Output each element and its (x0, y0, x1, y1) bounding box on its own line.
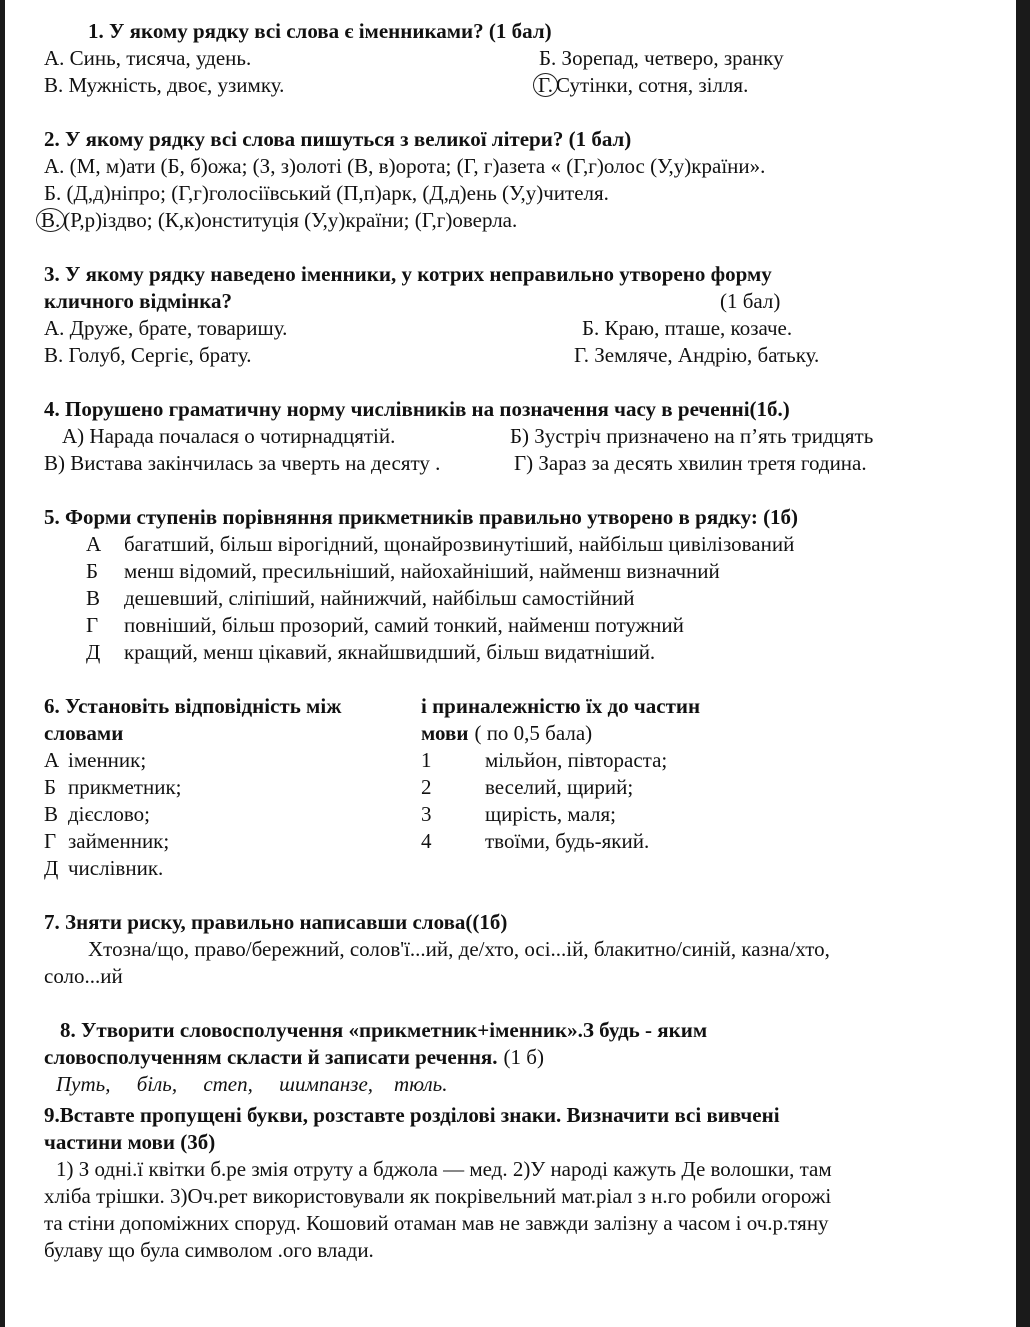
match-right-item (421, 747, 976, 774)
match-letter: В (44, 802, 59, 826)
question-5-option (44, 531, 976, 558)
question-2-option-c-text: (Р,р)іздво; (К,к)онституція (У,у)країни; (Г,г)оверла. (63, 208, 518, 232)
match-number: 4 (421, 829, 432, 853)
option-letter: В (86, 586, 101, 610)
question-1-option-d (539, 72, 976, 99)
question-4-option-c: В) Вистава закінчилась за чверть на десяту . (44, 451, 441, 475)
question-3-title-line1: 3. У якому рядку наведено іменники, у котрих неправильно утворено форму (44, 262, 772, 286)
match-right-item (421, 801, 976, 828)
question-5-option (44, 612, 976, 639)
option-text: повніший, більш прозорий, самий тонкий, найменш потужний (124, 613, 684, 637)
question-5-title: 5. Форми ступенів порівняння прикметників правильно утворено в рядку: (1б) (44, 505, 799, 529)
option-letter: А (86, 532, 102, 556)
question-3 (44, 261, 976, 369)
question-2-option-c (41, 207, 976, 234)
right-shadow-edge (1016, 0, 1030, 1327)
question-2 (41, 126, 976, 234)
question-3-option-c: В. Голуб, Сергіє, брату. (44, 343, 252, 367)
match-text: прикметник; (68, 775, 182, 799)
option-text: кращий, менш цікавий, якнайшвидший, більш видатніший. (124, 640, 656, 664)
question-3-option-a: А. Друже, брате, товаришу. (44, 316, 288, 340)
question-1-option-b: Б. Зорепад, четверо, зранку (539, 46, 784, 70)
question-5 (44, 504, 976, 666)
match-text: щирість, маля; (485, 802, 616, 826)
question-6-title-left-line1: 6. Установіть відповідність між (44, 694, 342, 718)
option-text: менш відомий, пресильніший, найохайніший, найменш визначний (124, 559, 720, 583)
option-letter: Д (86, 640, 101, 664)
match-text: числівник. (68, 856, 164, 880)
left-shadow-edge (0, 0, 5, 1327)
question-9-text-line2: хліба трішки. 3)Оч.рет використовували як покрівельний мат.ріал з н.го робили огорожі (44, 1184, 832, 1208)
match-number: 1 (421, 748, 432, 772)
question-4-title: 4. Порушено граматичну норму числівників на позначення часу в реченні(1б.) (44, 397, 790, 421)
match-letter: Б (44, 775, 57, 799)
match-text: веселий, щирий; (485, 775, 634, 799)
option-text: дешевший, сліпіший, найнижчий, найбільш самостійний (124, 586, 635, 610)
question-9 (44, 1102, 976, 1264)
question-3-option-b: Б. Краю, пташе, козаче. (582, 316, 793, 340)
question-4-option-a: А) Нарада почалася о чотирнадцятій. (62, 424, 396, 448)
question-8-title-line2: словосполученням скласти й записати речення. (44, 1045, 498, 1069)
match-text: дієслово; (68, 802, 150, 826)
question-5-option (44, 639, 976, 666)
match-letter: Д (44, 856, 59, 880)
question-4-option-b: Б) Зустріч призначено на п’ять тридцять (510, 424, 874, 448)
question-9-title-line2: частини мови (3б) (44, 1130, 216, 1154)
question-2-option-b: Б. (Д,д)ніпро; (Г,г)голосіївський (П,п)арк, (Д,д)ень (У,у)чителя. (44, 181, 609, 205)
answer-circle-mark: Г. (533, 73, 558, 97)
question-9-title-line1: 9.Вставте пропущені букви, розставте розділові знаки. Визначити всі вивчені (44, 1103, 780, 1127)
option-text: багатший, більш вірогідний, щонайрозвинутіший, найбільш цивілізований (124, 532, 795, 556)
question-4 (44, 396, 976, 477)
question-6-title-right-line2: мови (421, 721, 469, 745)
question-6 (44, 693, 976, 882)
match-left-item (44, 774, 421, 801)
question-8 (44, 1017, 976, 1098)
question-7 (44, 909, 976, 990)
question-1-title: 1. У якому рядку всі слова є іменниками? (1 бал) (88, 19, 552, 43)
match-number: 3 (421, 802, 432, 826)
question-9-text-line1: 1) З одні.ї квітки б.ре змія отруту а бджола — мед. 2)У народі кажуть Де волошки, там (56, 1157, 832, 1181)
question-9-text-line4: булаву що була символом .ого влади. (44, 1238, 374, 1262)
match-left-item (44, 747, 421, 774)
question-6-points: ( по 0,5 бала) (474, 721, 593, 745)
answer-circle-mark: В. (36, 208, 65, 232)
question-9-text-line3: та стіни допоміжних споруд. Кошовий отаман мав не завжди залізну а часом і оч.р.тяну (44, 1211, 829, 1235)
question-8-points: (1 б) (503, 1045, 544, 1069)
question-3-option-d: Г. Земляче, Андрію, батьку. (574, 343, 820, 367)
match-right-item (421, 774, 976, 801)
question-8-words: Путь, біль, степ, шимпанзе, тюль. (56, 1072, 448, 1096)
match-left-item (44, 855, 421, 882)
question-1-option-a: А. Синь, тисяча, удень. (44, 46, 252, 70)
match-text: іменник; (68, 748, 147, 772)
question-7-words-line2: соло...ий (44, 964, 123, 988)
question-5-option (44, 585, 976, 612)
question-3-points: (1 бал) (720, 289, 781, 313)
question-2-title: 2. У якому рядку всі слова пишуться з великої літери? (1 бал) (44, 127, 632, 151)
question-6-title-right-line1: і приналежністю їх до частин (421, 694, 701, 718)
question-6-right-column (421, 693, 976, 882)
question-1-option-d-text: Сутінки, сотня, зілля. (556, 73, 749, 97)
worksheet-page (41, 18, 976, 1264)
question-3-title-line2: кличного відмінка? (44, 289, 233, 313)
option-letter: Б (86, 559, 99, 583)
question-5-option (44, 558, 976, 585)
match-number: 2 (421, 775, 432, 799)
question-4-option-d: Г) Зараз за десять хвилин третя година. (514, 451, 867, 475)
question-7-title: 7. Зняти риску, правильно написавши слова((1б) (44, 910, 508, 934)
question-6-left-column (44, 693, 421, 882)
match-right-item (421, 828, 976, 855)
question-7-words-line1: Хтозна/що, право/бережний, солов'ї...ий, де/хто, осі...ій, блакитно/синій, казна/хто, (88, 937, 830, 961)
question-6-title-left-line2: словами (44, 721, 124, 745)
match-text: твоїми, будь-який. (485, 829, 650, 853)
match-text: займенник; (68, 829, 170, 853)
match-letter: А (44, 748, 60, 772)
option-letter: Г (86, 613, 99, 637)
question-1 (44, 18, 976, 99)
question-1-option-c: В. Мужність, двоє, узимку. (44, 73, 285, 97)
match-letter: Г (44, 829, 57, 853)
question-2-option-a: А. (М, м)ати (Б, б)ожа; (З, з)олоті (В, в)орота; (Г, г)азета « (Г,г)олос (У,у)країни». (44, 154, 766, 178)
question-8-title-line1: 8. Утворити словосполучення «прикметник+іменник».З будь - яким (60, 1018, 708, 1042)
match-left-item (44, 801, 421, 828)
match-left-item (44, 828, 421, 855)
match-text: мільйон, півтораста; (485, 748, 668, 772)
